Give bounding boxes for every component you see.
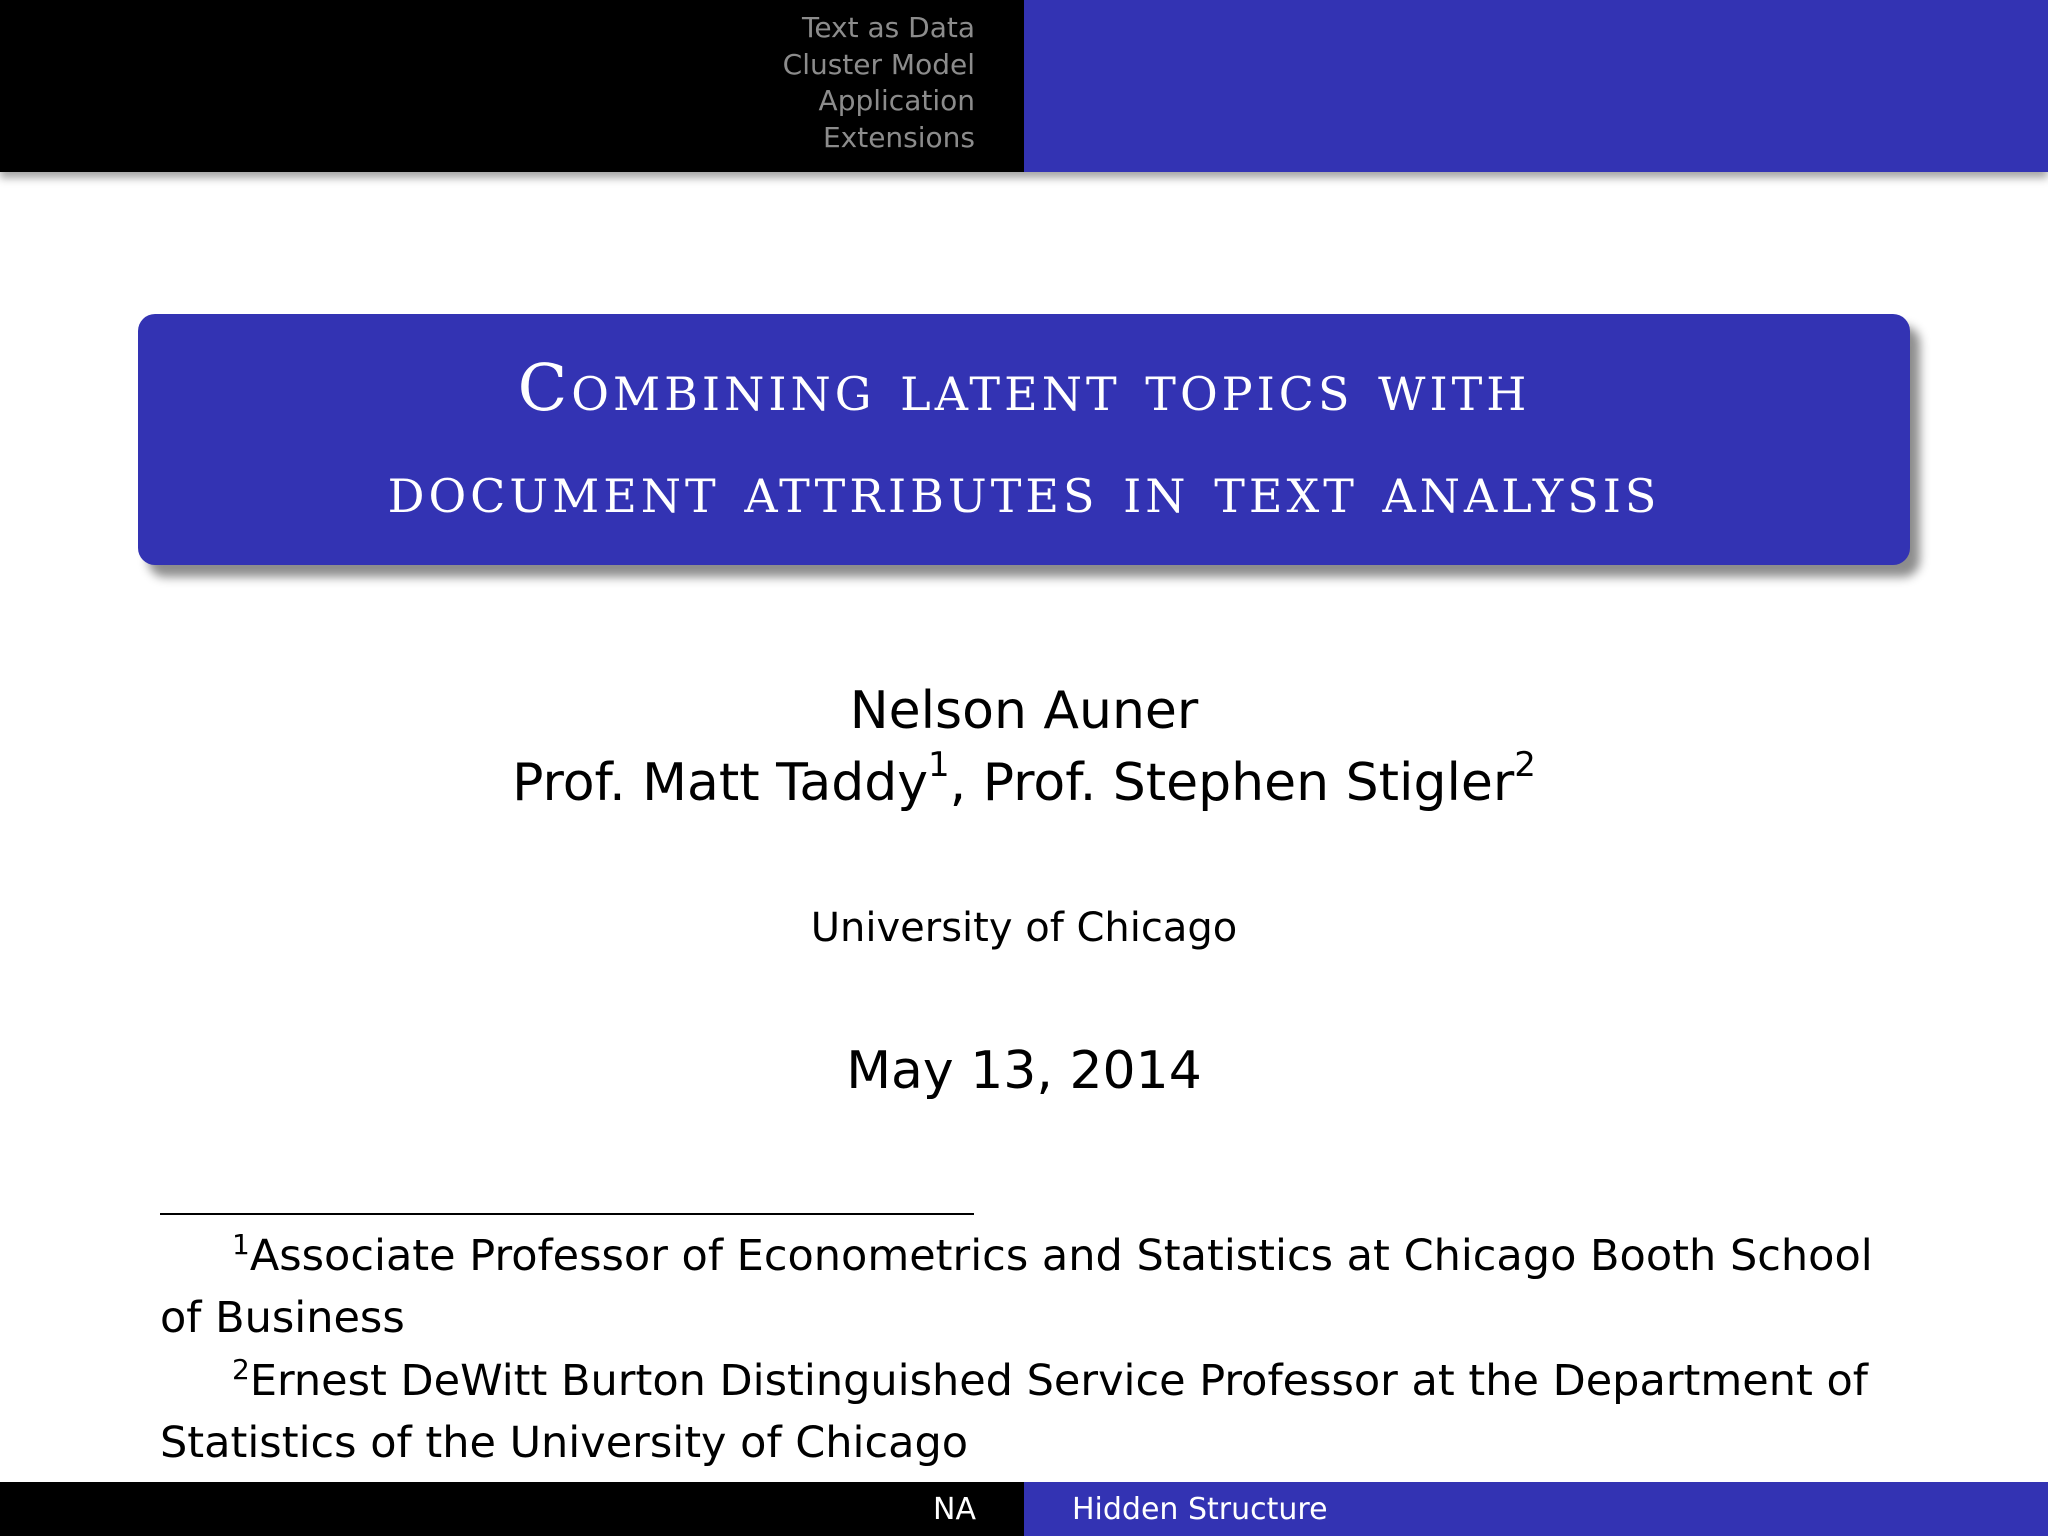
footnote-mark-2[interactable]: 2	[1514, 745, 1536, 785]
footnote-2	[160, 1350, 1890, 1474]
title-line-2: document attributes in text analysis	[387, 452, 1661, 528]
footnote-divider	[160, 1213, 974, 1215]
footnote-1	[160, 1225, 1890, 1349]
footer-title-panel	[1024, 1482, 2048, 1536]
section-navigation	[783, 10, 975, 156]
institute: University of Chicago	[810, 905, 1238, 951]
header-left-panel	[0, 0, 1024, 172]
title-block	[138, 314, 1910, 565]
footnote-2-text: Ernest DeWitt Burton Distinguished Service Professor at the Department of Statistics of the University of Chicago	[160, 1356, 1868, 1468]
nav-item-cluster-model[interactable]: Cluster Model	[782, 47, 975, 81]
footer-bar	[0, 1482, 2048, 1536]
footnote-1-mark: 1	[232, 1228, 250, 1261]
nav-item-extensions[interactable]: Extensions	[822, 120, 975, 154]
title-line-1: Combining latent topics with	[517, 350, 1531, 426]
footnote-2-mark: 2	[232, 1353, 250, 1386]
footnote-mark-1[interactable]: 1	[928, 745, 950, 785]
advisors-line	[0, 744, 2048, 822]
presentation-date: May 13, 2014	[846, 1041, 1202, 1101]
advisor-2-name: Prof. Stephen Stigler	[982, 753, 1515, 813]
footer-short-title: Hidden Structure	[1072, 1491, 1328, 1527]
advisor-separator: ,	[949, 753, 983, 813]
header-bar	[0, 0, 2048, 172]
footer-short-author: NA	[933, 1491, 976, 1527]
header-right-panel	[1024, 0, 2048, 172]
author-name: Nelson Auner	[849, 681, 1199, 741]
nav-item-application[interactable]: Application	[818, 84, 975, 117]
nav-item-text-as-data[interactable]: Text as Data	[801, 11, 975, 44]
advisor-1-name: Prof. Matt Taddy	[512, 753, 928, 813]
footnote-1-text: Associate Professor of Econometrics and Statistics at Chicago Booth School of Business	[160, 1231, 1873, 1343]
footer-author-panel	[0, 1482, 1024, 1536]
